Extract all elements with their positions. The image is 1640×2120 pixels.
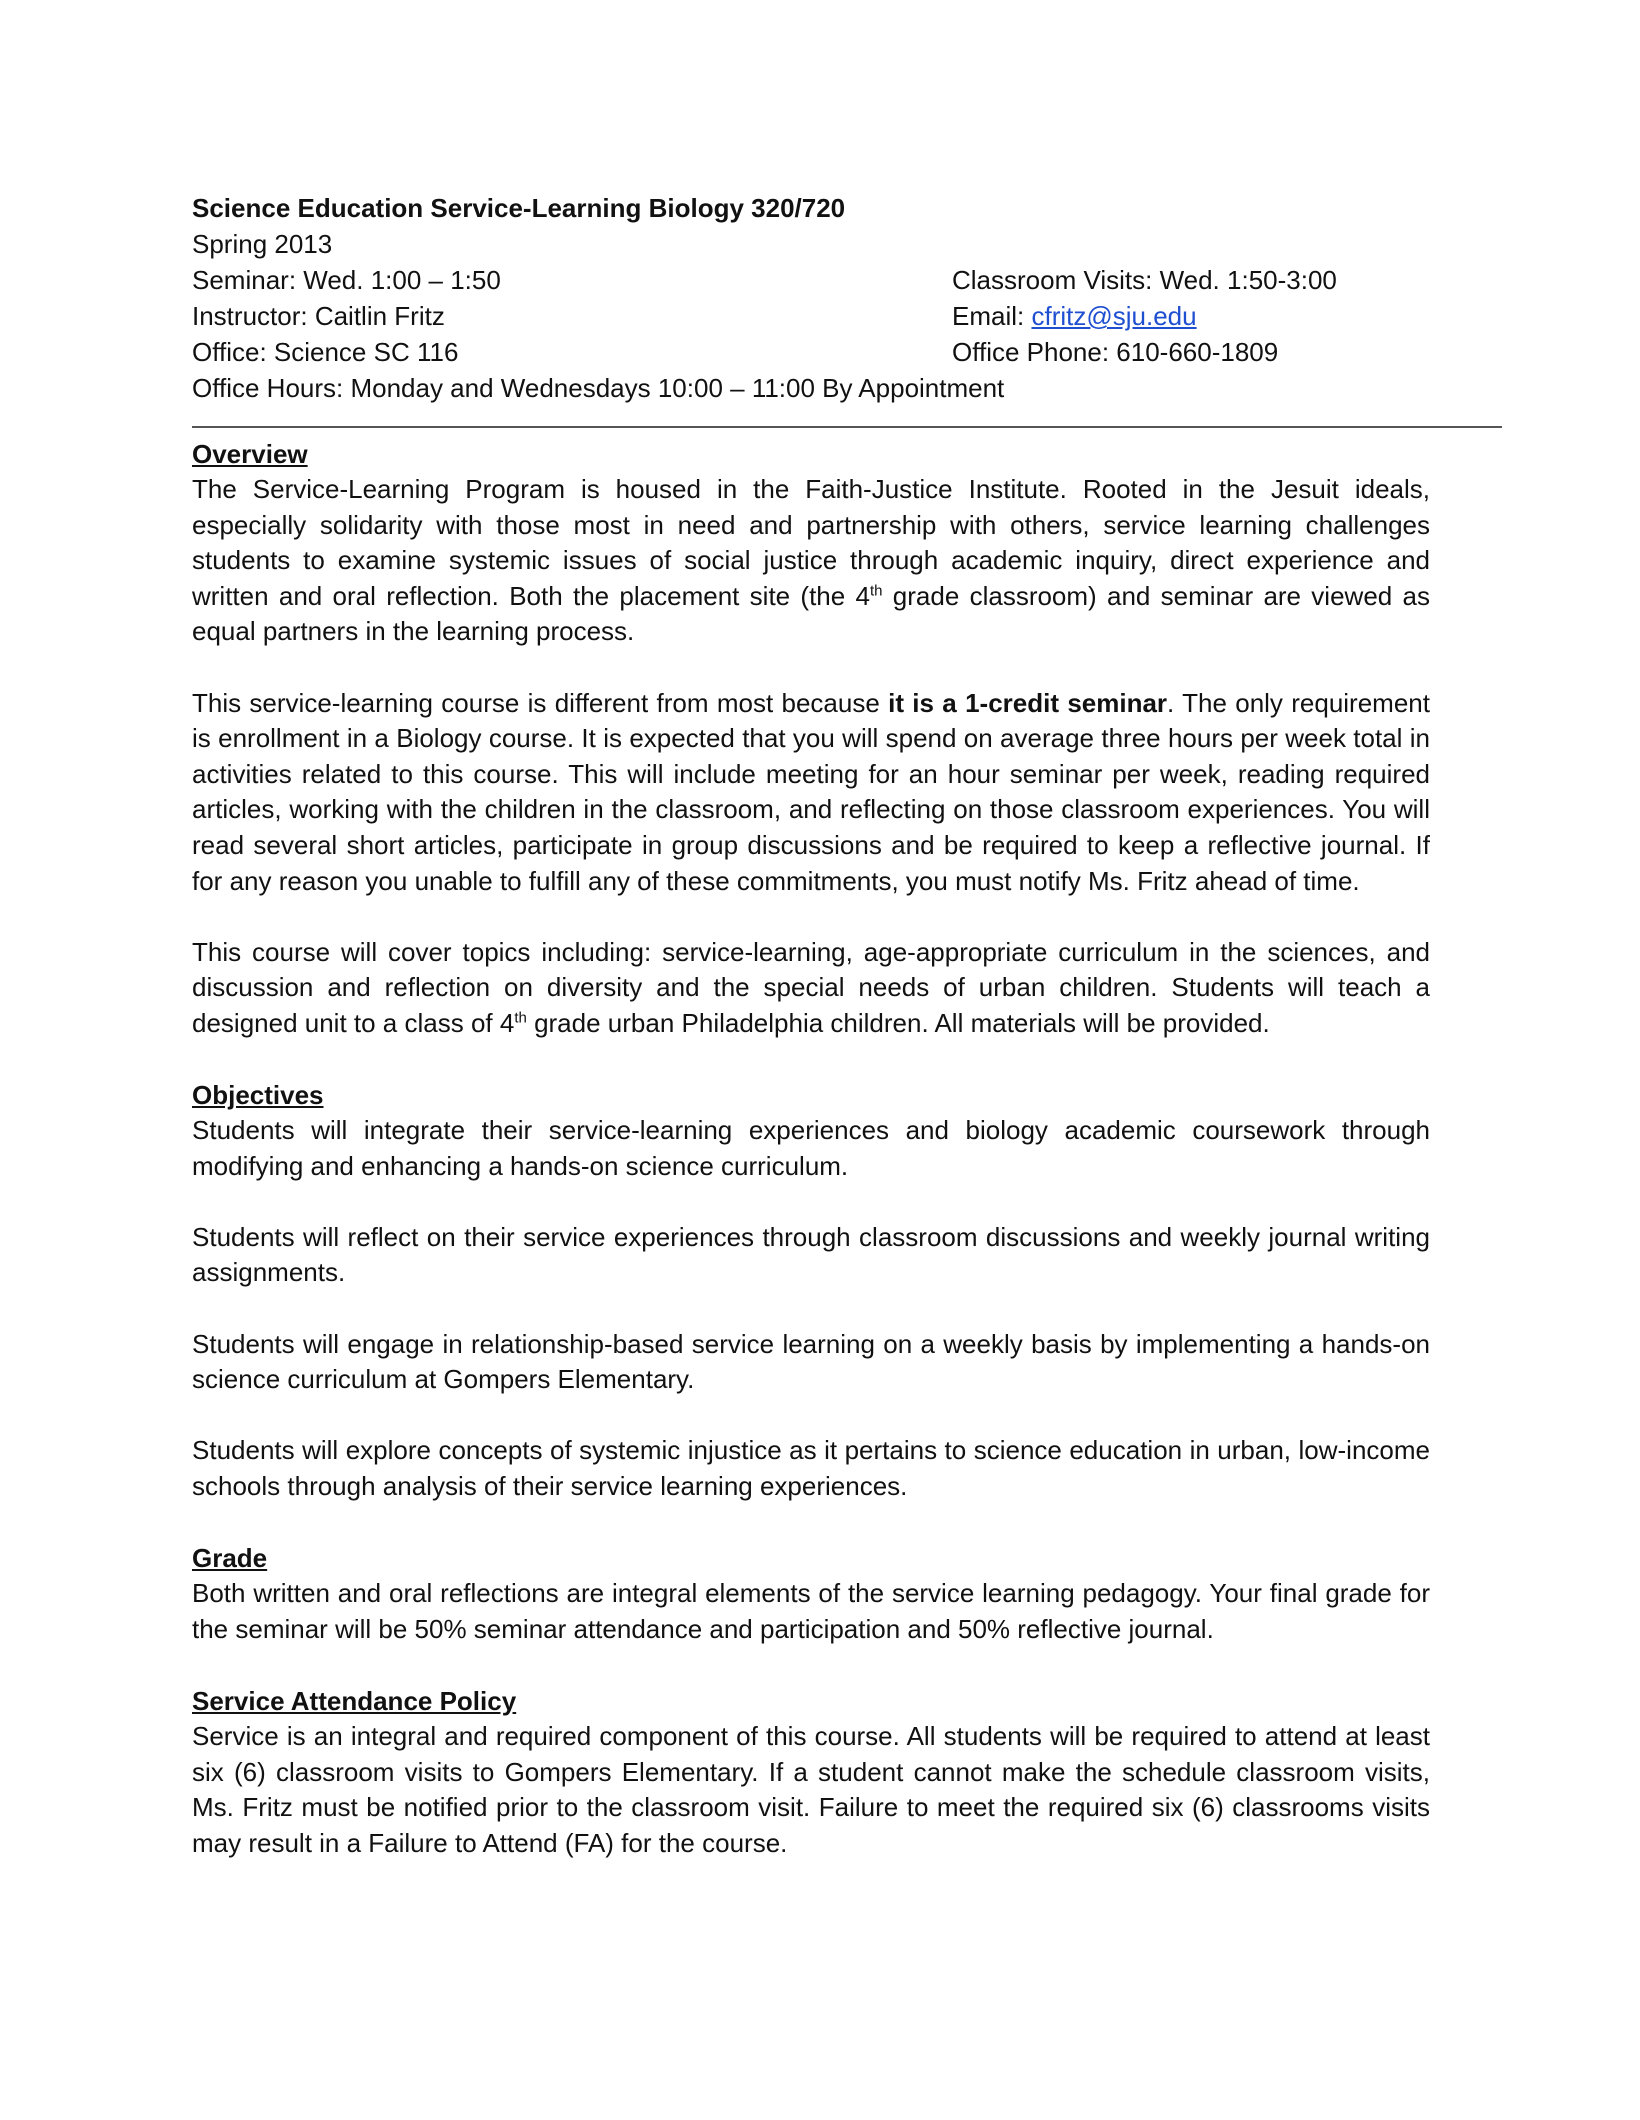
seminar-time: Seminar: Wed. 1:00 – 1:50 bbox=[192, 265, 501, 295]
overview-section bbox=[192, 436, 1430, 1042]
spacer bbox=[192, 1398, 1430, 1434]
grade-paragraph: Both written and oral reflections are integral elements of the service learning pedagogy. Your final grade for the seminar will be 50% seminar attendance and participation and 50% reflective journal. bbox=[192, 1578, 1430, 1644]
overview-paragraph-1 bbox=[192, 472, 1430, 650]
grade-heading: Grade bbox=[192, 1543, 268, 1574]
ordinal-suffix: th bbox=[869, 582, 883, 600]
objectives-section bbox=[192, 1077, 1430, 1505]
overview-p1-text: The Service-Learning Program is housed in the Faith-Justice Institute. Rooted in the Jesuit ideals, especially solidarity with those most in need and partnership with others, service learning challenges students to examine systemic issues of social justice through academic inquiry, direct experience and written and oral reflection. Both the placement site (the 4 bbox=[192, 474, 1430, 611]
spacer bbox=[192, 1291, 1430, 1327]
spacer bbox=[192, 650, 1430, 686]
classroom-visits-time: Classroom Visits: Wed. 1:50-3:00 bbox=[952, 265, 1337, 295]
spacer bbox=[192, 899, 1430, 935]
office-phone: Office Phone: 610-660-1809 bbox=[952, 337, 1279, 367]
syllabus-body bbox=[192, 436, 1430, 1861]
ordinal-suffix: th bbox=[514, 1009, 527, 1027]
objective-item: Students will engage in relationship-based service learning on a weekly basis by implementing a hands-on science curriculum at Gompers Elementary. bbox=[192, 1328, 1430, 1395]
objectives-heading: Objectives bbox=[192, 1080, 324, 1111]
attendance-section bbox=[192, 1683, 1430, 1861]
overview-p3-text: This course will cover topics including: service-learning, age-appropriate curriculum in the sciences, and discussion and reflection on diversity and the special needs of urban children. Students will teach a designed unit to a class of 4 bbox=[192, 936, 1430, 1038]
overview-p2-text: This service-learning course is different from most because bbox=[192, 687, 889, 718]
office-row bbox=[192, 334, 1502, 370]
seminar-row bbox=[192, 262, 1502, 298]
course-title-row bbox=[192, 190, 1502, 226]
overview-p3-text-end: grade urban Philadelphia children. All materials will be provided. bbox=[526, 1007, 1270, 1038]
course-title: Science Education Service-Learning Biology 320/720 bbox=[192, 193, 846, 223]
instructor-name: Instructor: Caitlin Fritz bbox=[192, 301, 445, 331]
attendance-heading: Service Attendance Policy bbox=[192, 1686, 517, 1716]
overview-paragraph-2 bbox=[192, 686, 1430, 900]
objective-item: Students will explore concepts of systemic injustice as it pertains to science education in urban, low-income schools through analysis of their service learning experiences. bbox=[192, 1435, 1430, 1502]
office-hours-row bbox=[192, 370, 1502, 406]
attendance-paragraph: Service is an integral and required component of this course. All students will be required to attend at least six (6) classroom visits to Gompers Elementary. If a student cannot make the schedule classroom visits, Ms. Fritz must be notified prior to the classroom visit. Failure to meet the required six (6) classrooms visits may result in a Failure to Attend (FA) for the course. bbox=[192, 1721, 1430, 1858]
spacer bbox=[192, 1184, 1430, 1220]
email-link[interactable]: cfritz@sju.edu bbox=[1031, 301, 1197, 331]
grade-section bbox=[192, 1540, 1430, 1647]
overview-paragraph-3 bbox=[192, 935, 1430, 1042]
header-divider bbox=[192, 426, 1502, 428]
instructor-row bbox=[192, 298, 1502, 334]
credit-emphasis: it is a 1-credit seminar bbox=[888, 687, 1168, 718]
overview-heading: Overview bbox=[192, 439, 308, 469]
term-row bbox=[192, 226, 1502, 262]
spacer bbox=[192, 1505, 1430, 1541]
term: Spring 2013 bbox=[192, 229, 333, 259]
spacer bbox=[192, 1647, 1430, 1683]
overview-p2-text-end: . The only requirement is enrollment in a Biology course. It is expected that you will spend on average three hours per week total in activities related to this course. This will include meeting for an hour seminar per week, reading required articles, working with the children in the classroom, and reflecting on those classroom experiences. You will read several short articles, participate in group discussions and be required to keep a reflective journal. If for any reason you unable to fulfill any of these commitments, you must notify Ms. Fritz ahead of time. bbox=[192, 687, 1430, 896]
spacer bbox=[192, 1042, 1430, 1078]
overview-p1-text-end: grade classroom) and seminar are viewed as equal partners in the learning process. bbox=[192, 580, 1430, 647]
objective-item: Students will integrate their service-learning experiences and biology academic coursework through modifying and enhancing a hands-on science curriculum. bbox=[192, 1115, 1430, 1181]
office-location: Office: Science SC 116 bbox=[192, 337, 459, 367]
email-label: Email: bbox=[952, 301, 1032, 331]
objective-item: Students will reflect on their service experiences through classroom discussions and weekly journal writing assignments. bbox=[192, 1221, 1430, 1288]
email-field bbox=[952, 298, 1197, 334]
course-header bbox=[192, 190, 1502, 406]
office-hours: Office Hours: Monday and Wednesdays 10:00 – 11:00 By Appointment bbox=[192, 373, 1005, 403]
